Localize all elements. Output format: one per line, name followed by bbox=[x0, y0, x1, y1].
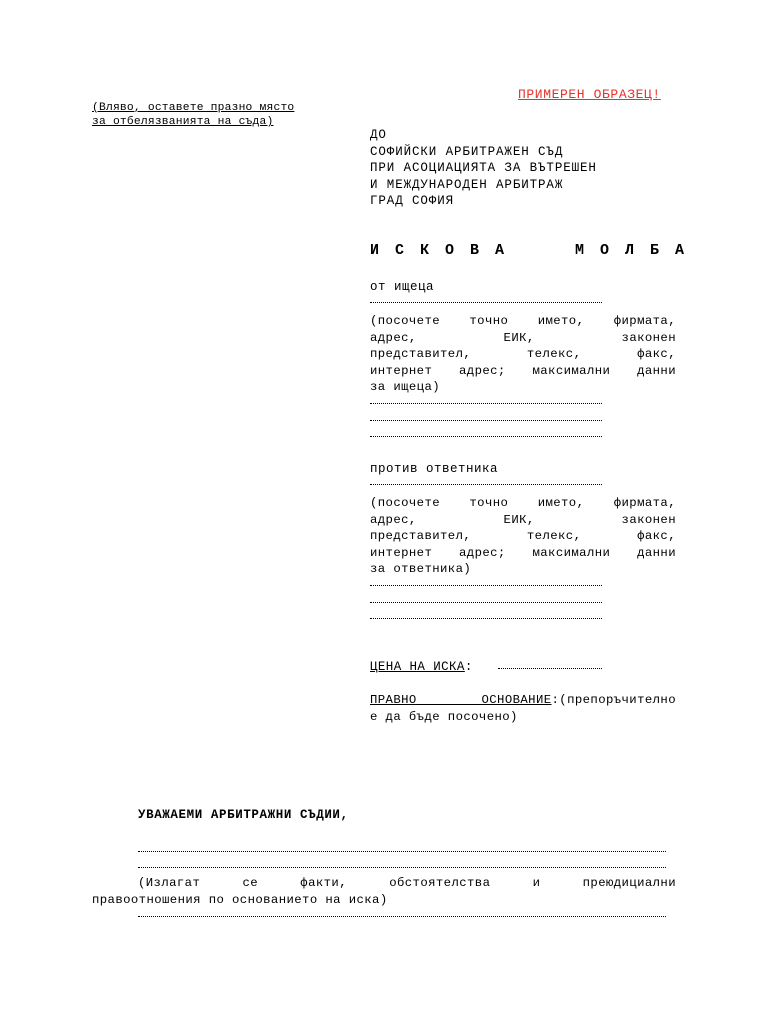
legal-basis-line-2: е да бъде посочено) bbox=[370, 709, 518, 724]
court-note-line-1: (Вляво, оставете празно място bbox=[92, 102, 295, 114]
defendant-detail-field[interactable] bbox=[370, 602, 602, 603]
legal-basis-rest: :(препоръчително bbox=[551, 693, 676, 707]
claimant-name-field[interactable] bbox=[370, 302, 602, 303]
claimant-detail-field[interactable] bbox=[370, 403, 602, 404]
facts-hint bbox=[92, 875, 676, 908]
title-letter: К bbox=[420, 242, 430, 259]
title-letter: С bbox=[395, 242, 405, 259]
title-letter: Л bbox=[625, 242, 635, 259]
defendant-detail-field[interactable] bbox=[370, 618, 602, 619]
claimant-hint-line: (посочете точно името, фирмата, bbox=[370, 314, 676, 328]
court-note bbox=[92, 101, 294, 129]
claim-price-row bbox=[370, 660, 473, 674]
title-letter: А bbox=[675, 242, 685, 259]
title-letter: О bbox=[600, 242, 610, 259]
defendant-hint-line: интернет адрес; максимални данни bbox=[370, 545, 676, 560]
claim-price-colon: : bbox=[464, 660, 473, 674]
defendant-hint-line: адрес, ЕИК, законен bbox=[370, 512, 676, 527]
addressee-line: И МЕЖДУНАРОДЕН АРБИТРАЖ bbox=[370, 177, 564, 192]
legal-basis-label: ПРАВНО ОСНОВАНИЕ bbox=[370, 693, 552, 707]
defendant-hint-line: (посочете точно името, фирмата, bbox=[370, 496, 676, 510]
addressee-line: ДО bbox=[370, 128, 387, 142]
addressee-line: СОФИЙСКИ АРБИТРАЖЕН СЪД bbox=[370, 144, 564, 159]
title-letter: И bbox=[370, 242, 380, 259]
claim-price-label: ЦЕНА НА ИСКА bbox=[370, 660, 465, 674]
facts-field[interactable] bbox=[138, 851, 666, 852]
addressee-block bbox=[370, 127, 597, 210]
title-letter: М bbox=[575, 242, 585, 259]
defendant-hint-line: представител, телекс, факс, bbox=[370, 529, 676, 543]
facts-hint-line-2: правоотношения по основанието на иска) bbox=[92, 892, 388, 907]
facts-field[interactable] bbox=[138, 867, 666, 868]
claimant-hint-line: адрес, ЕИК, законен bbox=[370, 330, 676, 345]
claimant-hint-line: интернет адрес; максимални данни bbox=[370, 363, 676, 378]
title-letter: Б bbox=[650, 242, 660, 259]
legal-basis-line-1 bbox=[370, 692, 676, 709]
claimant-hint-line: представител, телекс, факс, bbox=[370, 347, 676, 361]
claimant-detail-field[interactable] bbox=[370, 436, 602, 437]
addressee-line: ГРАД СОФИЯ bbox=[370, 194, 455, 209]
court-note-line-2: за отбелязванията на съда) bbox=[92, 116, 274, 128]
defendant-detail-field[interactable] bbox=[370, 585, 602, 586]
title-letter: В bbox=[470, 242, 480, 259]
claimant-hint bbox=[370, 313, 676, 396]
sample-notice: ПРИМЕРЕН ОБРАЗЕЦ! bbox=[518, 87, 661, 102]
legal-basis-block bbox=[370, 692, 676, 725]
title-letter: А bbox=[495, 242, 505, 259]
salutation: УВАЖАЕМИ АРБИТРАЖНИ СЪДИИ, bbox=[138, 808, 349, 822]
claimant-label: от ищеца bbox=[370, 280, 435, 294]
defendant-hint bbox=[370, 495, 676, 578]
claimant-hint-line: за ищеца) bbox=[370, 380, 441, 394]
addressee-line: ПРИ АСОЦИАЦИЯТА ЗА ВЪТРЕШЕН bbox=[370, 161, 597, 176]
claim-price-field[interactable] bbox=[498, 668, 602, 669]
facts-field[interactable] bbox=[138, 916, 666, 917]
defendant-label: против ответника bbox=[370, 462, 499, 476]
defendant-name-field[interactable] bbox=[370, 484, 602, 485]
document-title bbox=[370, 242, 690, 259]
defendant-hint-line: за ответника) bbox=[370, 562, 472, 576]
facts-hint-line-1: (Излагат се факти, обстоятелства и преюдициални bbox=[138, 876, 676, 890]
title-letter: О bbox=[445, 242, 455, 259]
claimant-detail-field[interactable] bbox=[370, 420, 602, 421]
